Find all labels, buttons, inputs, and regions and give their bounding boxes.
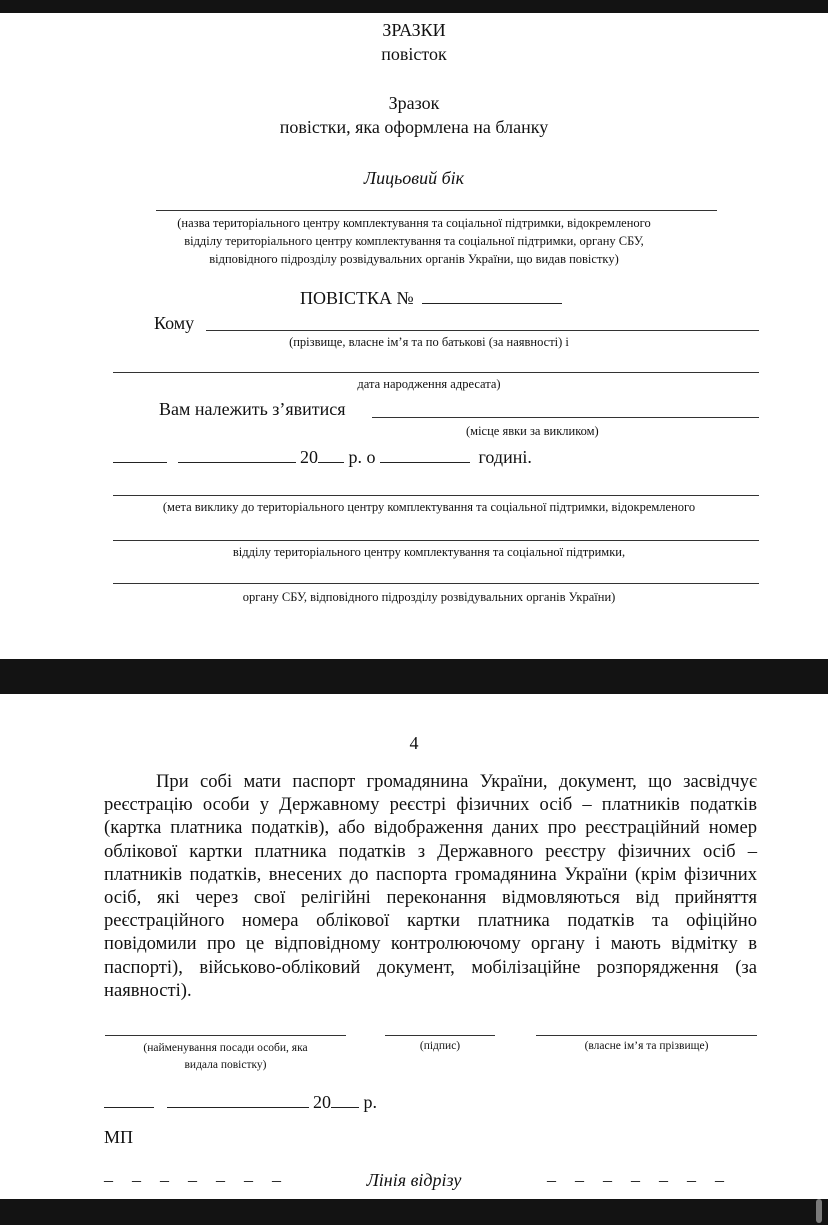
place-caption: (місце явки за викликом): [466, 424, 599, 438]
dash: –: [132, 1170, 141, 1190]
issuer-caption-line: відповідного підрозділу розвідувальних органів України, що видав повістку): [209, 252, 619, 266]
dash: –: [687, 1170, 696, 1190]
hour-label: годині.: [478, 447, 532, 467]
dash: –: [160, 1170, 169, 1190]
signature-field-line[interactable]: [385, 1035, 495, 1036]
dash: –: [715, 1170, 724, 1190]
issue-year-field[interactable]: [331, 1091, 359, 1108]
purpose-caption-line: (мета виклику до територіального центру комплектування та соціальної підтримки, відокремленого: [162, 500, 696, 514]
summons-label: ПОВІСТКА №: [300, 288, 414, 308]
issuer-caption: [0, 214, 828, 268]
dash: –: [631, 1170, 640, 1190]
dash: –: [659, 1170, 668, 1190]
sample-title: Зразок: [388, 93, 440, 113]
side-label: Лицьовий бік: [363, 168, 465, 188]
issuer-caption-line: (назва територіального центру комплектування та соціальної підтримки, відокремленого: [177, 216, 651, 230]
purpose-caption-line: органу СБУ, відповідного підрозділу розвідувальних органів України): [242, 590, 616, 604]
year-field[interactable]: [318, 446, 344, 463]
issue-date-row: [104, 1091, 377, 1113]
page-number: 4: [409, 733, 419, 753]
scrollbar-thumb[interactable]: [816, 1199, 822, 1223]
document-subtitle: повісток: [381, 44, 447, 64]
cut-line-label: Лінія відрізу: [366, 1170, 462, 1190]
sample-subtitle: повістки, яка оформлена на бланку: [279, 117, 549, 137]
issue-year-suffix: р.: [363, 1092, 377, 1112]
paragraph-text: При собі мати паспорт громадянина України, документ, що засвідчує реєстрацію особи у Державному реєстрі фізичних осіб – платників податків (картка платника податків), або відображення даних про реєстраційний номер облікової картки платника податків з Державного реєстру фізичних осіб – платників податків, внесених до паспорта громадянина України (крім фізичних осіб, які через свої релігійні переконання відмовляються від прийняття реєстраційного номера облікової картки платника податків та офіційно повідомили про це відповідному контролюючому органу і мають відмітку в паспорті), військово-обліковий документ, мобілізаційне розпорядження (за наявності).: [104, 771, 757, 1001]
purpose-field-line-1[interactable]: [113, 495, 759, 496]
position-field-line[interactable]: [105, 1035, 346, 1036]
year-prefix: 20: [300, 447, 318, 467]
cut-dashes-left: [104, 1170, 281, 1191]
summons-number-field[interactable]: [422, 287, 562, 304]
issuer-caption-line: відділу територіального центру комплектування та соціальної підтримки, органу СБУ,: [184, 234, 644, 248]
position-caption-line: видала повістку): [184, 1059, 267, 1071]
hour-field[interactable]: [380, 446, 470, 463]
addressee-caption-2: дата народження адресата): [357, 377, 501, 391]
appearance-date-row: [113, 446, 532, 468]
month-field[interactable]: [178, 446, 296, 463]
dash: –: [575, 1170, 584, 1190]
purpose-field-line-2[interactable]: [113, 540, 759, 541]
dash: –: [603, 1170, 612, 1190]
issue-day-field[interactable]: [104, 1091, 154, 1108]
top-dark-band: [0, 0, 828, 13]
dash: –: [216, 1170, 225, 1190]
issue-month-field[interactable]: [167, 1091, 309, 1108]
cut-line: [104, 1170, 724, 1191]
position-caption-line: (найменування посади особи, яка: [143, 1042, 308, 1054]
purpose-field-line-3[interactable]: [113, 583, 759, 584]
page-separator-band: [0, 659, 828, 694]
dash: –: [188, 1170, 197, 1190]
dash: –: [272, 1170, 281, 1190]
documents-paragraph: [104, 770, 757, 1002]
day-field[interactable]: [113, 446, 167, 463]
summons-number-row: [300, 287, 562, 309]
addressee-name-field-line[interactable]: [206, 330, 759, 331]
dash: –: [244, 1170, 253, 1190]
to-label: Кому: [154, 313, 195, 333]
addressee-caption-1: (прізвище, власне ім’я та по батькові (за наявності) і: [289, 335, 569, 349]
dash: –: [547, 1170, 556, 1190]
appear-label: Вам належить з’явитися: [159, 399, 346, 419]
full-name-caption: (власне ім’я та прізвище): [584, 1040, 709, 1052]
purpose-caption-line: відділу територіального центру комплектування та соціальної підтримки,: [232, 545, 626, 559]
full-name-field-line[interactable]: [536, 1035, 757, 1036]
issue-year-prefix: 20: [313, 1092, 331, 1112]
appearance-place-field-line[interactable]: [372, 417, 759, 418]
cut-dashes-right: [547, 1170, 724, 1191]
position-caption: [105, 1040, 346, 1074]
year-suffix: р. о: [348, 447, 376, 467]
document-title: ЗРАЗКИ: [382, 20, 446, 40]
issuer-name-field-line[interactable]: [156, 210, 717, 211]
seal-label: МП: [104, 1127, 134, 1147]
dash: –: [104, 1170, 113, 1190]
signature-caption: (підпис): [419, 1040, 461, 1052]
bottom-dark-band: [0, 1199, 828, 1225]
addressee-birthdate-field-line[interactable]: [113, 372, 759, 373]
